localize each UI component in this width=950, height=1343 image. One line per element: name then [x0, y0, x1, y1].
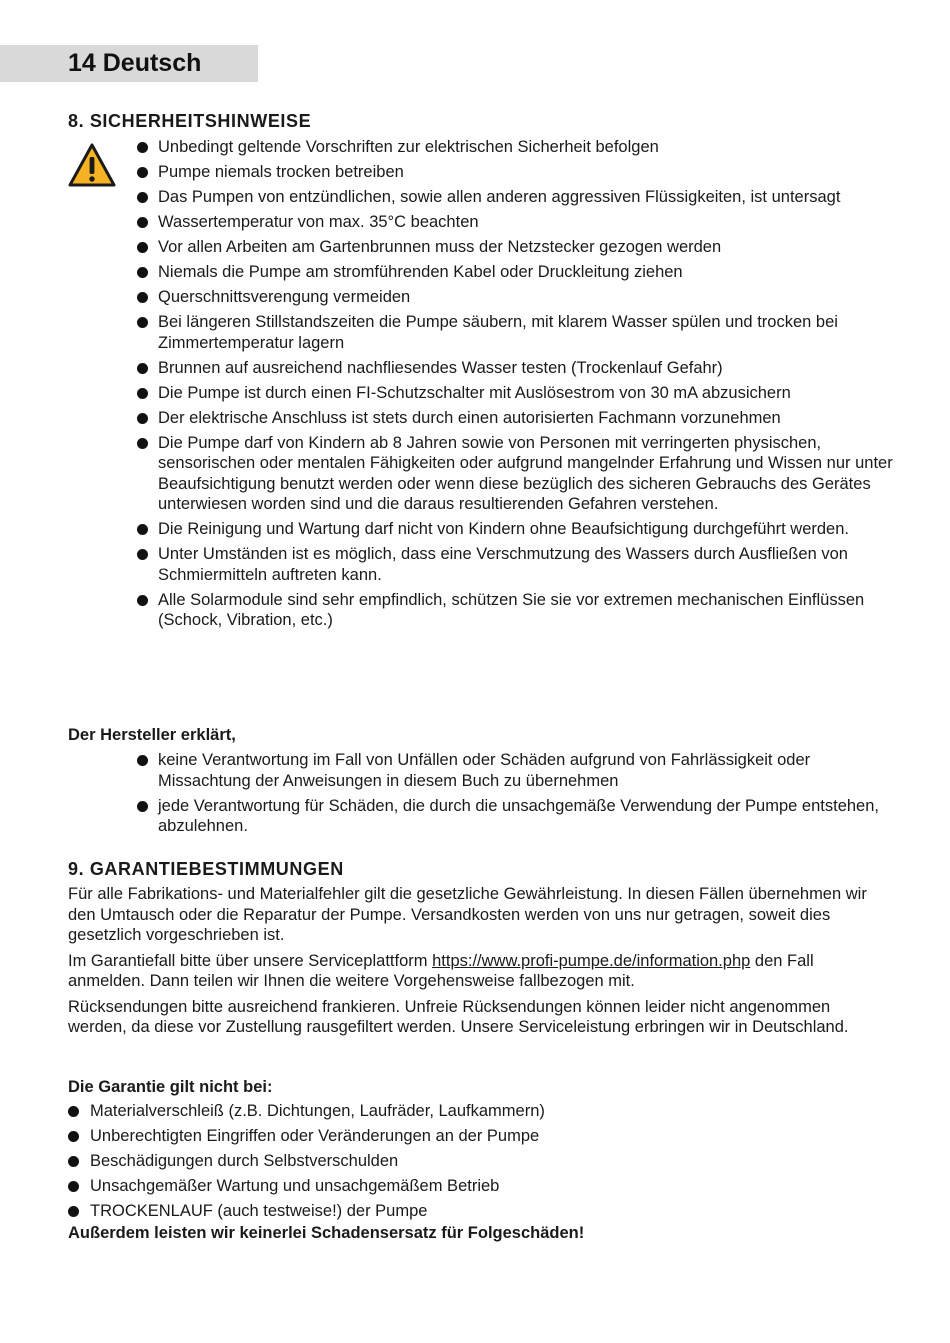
list-item-text: TROCKENLAUF (auch testweise!) der Pumpe [90, 1202, 428, 1220]
bullet-icon [137, 167, 148, 178]
bullet-icon [137, 413, 148, 424]
bullet-icon [68, 1131, 79, 1142]
list-item-text: Beschädigungen durch Selbstverschulden [90, 1152, 399, 1170]
safety-heading: 8. SICHERHEITSHINWEISE [68, 111, 312, 131]
list-item [68, 383, 898, 404]
bullet-icon [137, 292, 148, 303]
list-item-text: Materialverschleiß (z.B. Dichtungen, Laufräder, Laufkammern) [90, 1102, 545, 1120]
list-item [68, 137, 898, 158]
list-item-text: Unbedingt geltende Vorschriften zur elektrischen Sicherheit befolgen [158, 138, 659, 156]
list-item [68, 796, 898, 837]
list-item [68, 1101, 888, 1122]
warranty-paragraph-2 [68, 951, 888, 992]
list-item [68, 519, 898, 540]
list-item [68, 1126, 888, 1147]
warranty-paragraph-1: Für alle Fabrikations- und Materialfehler gilt die gesetzliche Gewährleistung. In diesen Fällen übernehmen wir den Umtausch oder die Reparatur der Pumpe. Versandkosten werden von uns nur getragen, soweit dies gesetzlich vorgeschrieben ist. [68, 885, 867, 944]
service-platform-link[interactable]: https://www.profi-pumpe.de/information.php [432, 951, 751, 970]
list-item [68, 237, 898, 258]
safety-list [68, 137, 898, 631]
bullet-icon [137, 217, 148, 228]
list-item [68, 590, 898, 631]
list-item [68, 358, 898, 379]
bullet-icon [137, 438, 148, 449]
list-item [68, 162, 898, 183]
maker-block [68, 725, 898, 841]
warranty-paragraph-3: Rücksendungen bitte ausreichend frankieren. Unfreie Rücksendungen können leider nicht angenommen werden, da diese vor Zustellung rausgefiltert werden. Unsere Serviceleistung erbringen wir in Deutschland. [68, 997, 849, 1036]
list-item [68, 1176, 888, 1197]
warranty-block [68, 858, 888, 1043]
safety-list-block [68, 137, 898, 635]
list-item [68, 544, 898, 585]
exclusions-block [68, 1077, 888, 1244]
bullet-icon [137, 317, 148, 328]
safety-heading-block [68, 110, 898, 132]
list-item [68, 262, 898, 283]
list-item [68, 187, 898, 208]
maker-heading: Der Hersteller erklärt, [68, 726, 236, 744]
list-item-text: keine Verantwortung im Fall von Unfällen oder Schäden aufgrund von Fahrlässigkeit oder Missachtung der Anweisungen in diesem Buch zu übernehmen [158, 751, 811, 790]
list-item [68, 1201, 888, 1222]
list-item-text: Alle Solarmodule sind sehr empfindlich, schützen Sie sie vor extremen mechanischen Einflüssen (Schock, Vibration, etc.) [158, 590, 865, 629]
bullet-icon [137, 524, 148, 535]
bullet-icon [137, 267, 148, 278]
list-item-text: Die Reinigung und Wartung darf nicht von Kindern ohne Beaufsichtigung durchgeführt werden. [158, 520, 849, 538]
list-item-text: Pumpe niemals trocken betreiben [158, 163, 404, 181]
list-item-text: Die Pumpe darf von Kindern ab 8 Jahren sowie von Personen mit verringerten physischen, sensorischen oder mentalen Fähigkeiten oder aufgrund mangelnder Erfahrung und Wissen nur unter Beaufsichtigung benutzt werden oder wenn diese bezüglich des sicheren Gebrauchs des Gerätes unterwiesen worden sind und die daraus resultierenden Gefahren verstehen. [158, 433, 893, 513]
list-item-text: Der elektrische Anschluss ist stets durch einen autorisierten Fachmann vorzunehmen [158, 408, 781, 427]
bullet-icon [137, 142, 148, 153]
page-header [0, 45, 258, 82]
bullet-icon [68, 1181, 79, 1192]
list-item-text: Brunnen auf ausreichend nachfliesendes Wasser testen (Trockenlauf Gefahr) [158, 358, 723, 377]
list-item-text: Niemals die Pumpe am stromführenden Kabel oder Druckleitung ziehen [158, 263, 683, 281]
list-item-text: Bei längeren Stillstandszeiten die Pumpe säubern, mit klarem Wasser spülen und trocken bei Zimmertemperatur lagern [158, 313, 838, 352]
warranty-heading: 9. GARANTIEBESTIMMUNGEN [68, 859, 344, 879]
list-item [68, 312, 898, 353]
list-item-text: Unter Umständen ist es möglich, dass eine Verschmutzung des Wassers durch Ausfließen von Schmiermitteln auftreten kann. [158, 545, 848, 584]
list-item-text: Unberechtigten Eingriffen oder Veränderungen an der Pumpe [90, 1127, 540, 1145]
bullet-icon [137, 363, 148, 374]
list-item [68, 1151, 888, 1172]
bullet-icon [68, 1106, 79, 1117]
bullet-icon [137, 595, 148, 606]
list-item [68, 287, 898, 308]
exclusion-list [68, 1101, 888, 1222]
bullet-icon [137, 242, 148, 253]
warranty-paragraph-2-start: Im Garantiefall bitte über unsere Serviceplattform [68, 951, 433, 970]
list-item-text: Die Pumpe ist durch einen FI-Schutzschalter mit Auslösestrom von 30 mA abzusichern [158, 383, 791, 402]
list-item-text: Wassertemperatur von max. 35°C beachten [158, 213, 479, 231]
bullet-icon [137, 755, 148, 766]
list-item-text: jede Verantwortung für Schäden, die durch die unsachgemäße Verwendung der Pumpe entstehen, abzulehnen. [158, 796, 879, 835]
list-item [68, 212, 898, 233]
list-item-text: Das Pumpen von entzündlichen, sowie allen anderen aggressiven Flüssigkeiten, ist untersagt [158, 188, 841, 206]
exclusions-heading: Die Garantie gilt nicht bei: [68, 1078, 273, 1096]
list-item [68, 750, 898, 791]
list-item [68, 433, 898, 515]
maker-list [68, 750, 898, 837]
bullet-icon [68, 1206, 79, 1217]
warranty-paragraph-2-end: den Fall anmelden. Dann teilen wir Ihnen die weitere Vorgehensweise fallbezogen mit. [68, 951, 814, 990]
page-title: 14 Deutsch [68, 49, 202, 77]
list-item-text: Querschnittsverengung vermeiden [158, 288, 411, 306]
bullet-icon [137, 549, 148, 560]
bullet-icon [137, 801, 148, 812]
bullet-icon [137, 192, 148, 203]
list-item-text: Vor allen Arbeiten am Gartenbrunnen muss der Netzstecker gezogen werden [158, 238, 722, 256]
list-item-text: Unsachgemäßer Wartung und unsachgemäßem Betrieb [90, 1177, 500, 1195]
list-item [68, 408, 898, 429]
bullet-icon [137, 388, 148, 399]
closing-statement: Außerdem leisten wir keinerlei Schadensersatz für Folgeschäden! [68, 1224, 585, 1242]
bullet-icon [68, 1156, 79, 1167]
